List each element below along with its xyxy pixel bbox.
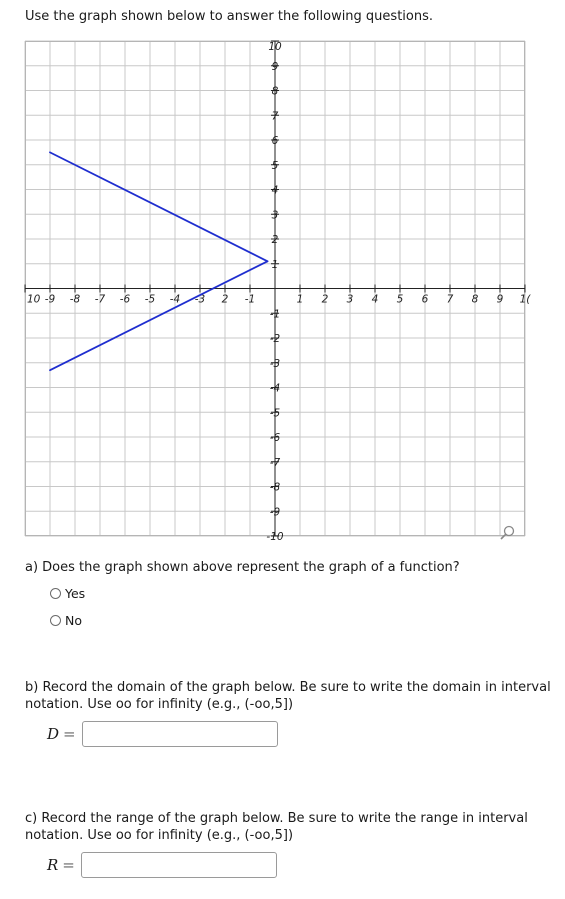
y-tick-label: 5 (271, 159, 279, 172)
y-tick-label: -3 (269, 357, 281, 370)
y-tick-label: -4 (269, 382, 281, 395)
domain-var: D (47, 725, 60, 743)
x-tick-label: 10 (27, 293, 41, 306)
y-tick-label: 3 (271, 209, 279, 222)
intro-text: Use the graph shown below to answer the following questions. (25, 9, 434, 24)
radio-yes[interactable] (50, 588, 61, 599)
question-a-text: a) Does the graph shown above represent the graph of a function? (25, 560, 460, 575)
x-tick-label: -9 (44, 293, 56, 306)
y-tick-label: -6 (269, 432, 281, 444)
y-tick-label: -1 (269, 308, 281, 321)
option-yes[interactable] (50, 586, 85, 601)
x-tick-label: 4 (371, 293, 379, 306)
domain-answer-row (47, 721, 278, 747)
domain-input[interactable] (82, 721, 278, 747)
y-tick-label: -7 (269, 456, 281, 469)
x-tick-label: 5 (396, 293, 404, 306)
y-tick-label: 6 (271, 135, 279, 147)
range-input[interactable] (81, 852, 277, 878)
y-tick-label: 10 (268, 41, 282, 53)
y-tick-label: 2 (271, 234, 279, 246)
radio-no[interactable] (50, 615, 61, 626)
graph-segment (50, 152, 268, 261)
graph-segment (50, 261, 268, 370)
x-tick-label: -7 (94, 293, 106, 306)
range-answer-row (47, 852, 277, 878)
x-tick-label: 8 (471, 293, 479, 306)
y-tick-label: -5 (269, 407, 281, 420)
option-no[interactable] (50, 613, 82, 628)
option-yes-label: Yes (65, 586, 86, 601)
x-tick-label: 2 (321, 293, 329, 306)
x-tick-label: 9 (496, 293, 504, 306)
x-tick-label: -4 (169, 293, 181, 306)
y-tick-label: 7 (271, 110, 279, 123)
tick-labels (27, 41, 531, 543)
range-equals: = (62, 856, 75, 874)
x-tick-label: 1( (519, 293, 531, 306)
range-var: R (47, 856, 59, 874)
x-tick-label: 1 (296, 293, 304, 306)
x-tick-label: 6 (421, 293, 429, 306)
x-tick-label: -1 (244, 293, 256, 306)
x-tick-label: -3 (194, 293, 206, 306)
x-tick-label: -8 (69, 293, 81, 306)
y-tick-label: 4 (271, 184, 279, 197)
coordinate-graph (25, 41, 531, 543)
y-tick-label: -10 (266, 531, 284, 543)
y-tick-label: -9 (269, 506, 281, 519)
option-no-label: No (65, 613, 82, 628)
domain-equals: = (63, 725, 76, 743)
x-tick-label: 7 (446, 293, 454, 306)
x-tick-label: -6 (119, 293, 131, 306)
question-b-text: b) Record the domain of the graph below. Be sure to write the domain in interval notation. Use oo for infinity (e.g., (-oo,5]) (25, 680, 551, 712)
y-tick-label: -2 (269, 333, 281, 345)
x-tick-label: 2 (221, 293, 229, 306)
x-tick-label: 3 (346, 293, 354, 306)
y-tick-label: 8 (271, 85, 279, 98)
y-tick-label: 1 (271, 258, 279, 271)
magnifier-icon[interactable] (501, 527, 514, 540)
y-tick-label: -8 (269, 481, 281, 494)
y-tick-label: 9 (271, 60, 279, 73)
question-c-text: c) Record the range of the graph below. Be sure to write the range in interval notation. Use oo for infinity (e.g., (-oo,5]) (25, 811, 528, 843)
x-tick-label: -5 (144, 293, 156, 306)
